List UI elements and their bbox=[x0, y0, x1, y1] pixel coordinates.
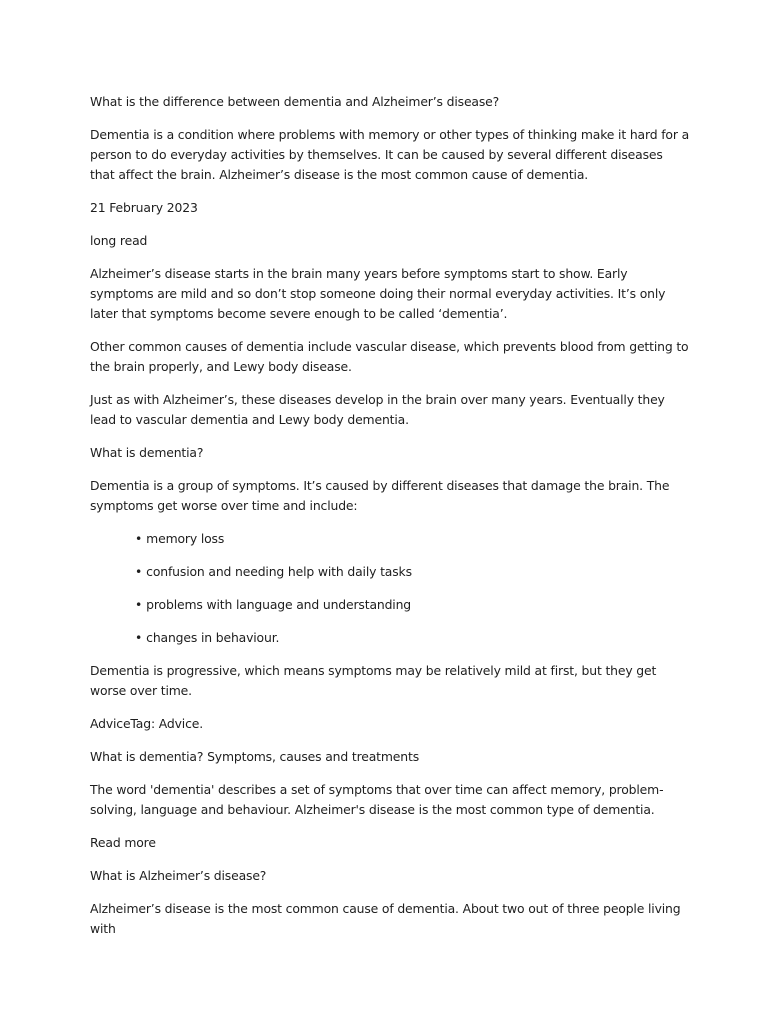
alzheimers-section-intro: Alzheimer’s disease is the most common cause of dementia. About two out of three people living with bbox=[90, 901, 681, 936]
bullet-icon: • bbox=[135, 630, 143, 645]
symptom-list-item bbox=[135, 529, 690, 549]
symptom-text: problems with language and understanding bbox=[146, 597, 412, 612]
intro-paragraph: Dementia is a condition where problems with memory or other types of thinking make it hard for a person to do everyday activities by themselves. It can be caused by several different diseases that affect the brain. Alzheimer’s disease is the most common cause of dementia. bbox=[90, 127, 690, 182]
alzheimers-section-heading: What is Alzheimer’s disease? bbox=[90, 868, 267, 883]
bullet-icon: • bbox=[135, 564, 143, 579]
read-more-link[interactable]: Read more bbox=[90, 835, 156, 850]
bullet-icon: • bbox=[135, 531, 143, 546]
related-article-title[interactable]: What is dementia? Symptoms, causes and treatments bbox=[90, 749, 419, 764]
publish-date: 21 February 2023 bbox=[90, 200, 198, 215]
article-heading: What is the difference between dementia and Alzheimer’s disease? bbox=[90, 94, 500, 109]
article-body bbox=[90, 92, 690, 952]
symptom-text: changes in behaviour. bbox=[146, 630, 280, 645]
other-causes-paragraph: Other common causes of dementia include vascular disease, which prevents blood from getting to the brain properly, and Lewy body disease. bbox=[90, 339, 689, 374]
symptom-text: confusion and needing help with daily tasks bbox=[146, 564, 412, 579]
progressive-paragraph: Dementia is progressive, which means symptoms may be relatively mild at first, but they get worse over time. bbox=[90, 663, 657, 698]
disease-development-paragraph: Just as with Alzheimer’s, these diseases develop in the brain over many years. Eventually they lead to vascular dementia and Lewy body dementia. bbox=[90, 392, 665, 427]
dementia-section-intro: Dementia is a group of symptoms. It’s caused by different diseases that damage the brain. The symptoms get worse over time and include: bbox=[90, 478, 670, 513]
bullet-icon: • bbox=[135, 597, 143, 612]
advice-tag: AdviceTag: Advice. bbox=[90, 716, 203, 731]
read-type-label: long read bbox=[90, 233, 148, 248]
symptom-list bbox=[90, 529, 690, 648]
symptom-list-item bbox=[135, 628, 690, 648]
symptom-text: memory loss bbox=[146, 531, 225, 546]
symptom-list-item bbox=[135, 562, 690, 582]
onset-paragraph: Alzheimer’s disease starts in the brain many years before symptoms start to show. Early symptoms are mild and so don’t stop someone doing their normal everyday activities. It’s only later that symptoms become severe enough to be called ‘dementia’. bbox=[90, 266, 666, 321]
symptom-list-item bbox=[135, 595, 690, 615]
related-article-description: The word 'dementia' describes a set of symptoms that over time can affect memory, problem-solving, language and behaviour. Alzheimer's disease is the most common type of dementia. bbox=[90, 782, 664, 817]
dementia-section-heading: What is dementia? bbox=[90, 445, 204, 460]
